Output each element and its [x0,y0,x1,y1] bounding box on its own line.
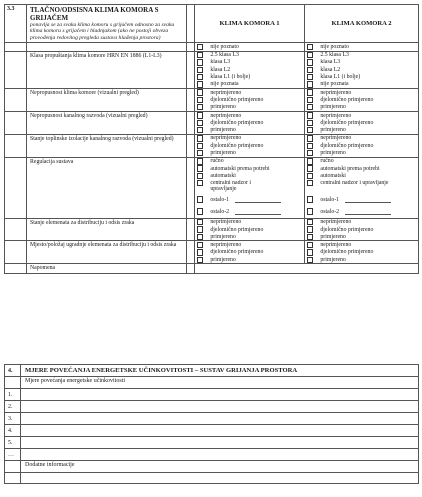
option[interactable]: neprimjereno [307,112,416,119]
checkbox[interactable] [197,158,203,164]
checkbox[interactable] [197,81,203,87]
checkbox[interactable] [307,234,313,240]
checkbox[interactable] [307,173,313,179]
checkbox[interactable] [197,104,203,110]
checkbox[interactable] [307,74,313,80]
section-description: ponavlja se za svaku klima komoru s grijačem odnosno za svaku klima komoru s grijačem i hladnjakom (ako ne postoji obveza provođenja redovitog pregleda sustava hlađenja prostora) [30,22,175,41]
option[interactable]: klasa L3 [197,59,302,66]
option[interactable]: djelomično primjereno [307,249,416,256]
option[interactable]: primjereno [197,149,302,156]
checkbox[interactable] [307,112,313,118]
checkbox[interactable] [307,208,313,214]
column-header-klima-komora-2: KLIMA KOMORA 2 [305,5,419,43]
checkbox[interactable] [197,143,203,149]
checkbox[interactable] [307,249,313,255]
list-item: 4. [5,425,419,437]
checkbox[interactable] [307,143,313,149]
options-cell-2 [305,157,419,218]
checkbox[interactable] [307,127,313,133]
checkbox[interactable] [307,165,313,171]
checkbox[interactable] [197,135,203,141]
checkbox[interactable] [307,180,313,186]
checkbox[interactable] [197,180,203,186]
option[interactable]: nije poznata [197,81,302,88]
option[interactable]: primjereno [307,233,416,240]
list-item: … [5,449,419,461]
option[interactable]: neprimjereno [197,89,302,96]
row-label: Regulacija sustava [27,157,187,218]
option[interactable]: djelomično primjereno [307,119,416,126]
section-title-cell [27,5,187,43]
section-title: TLAČNO/ODSISNA KLIMA KOMORA S GRIJAČEM [30,6,159,22]
option[interactable]: ručno [307,158,416,165]
option[interactable]: ostalo-1 [197,194,302,206]
checkbox[interactable] [307,97,313,103]
dodatne-informacije-label: Dodatne informacije [21,461,419,473]
checkbox[interactable] [307,120,313,126]
list-item: 3. [5,413,419,425]
table-row [5,241,419,264]
checkbox[interactable] [197,127,203,133]
option[interactable]: djelomično primjereno [307,226,416,233]
fill-in-line[interactable] [235,197,281,203]
checkbox[interactable] [197,44,203,50]
checkbox[interactable] [307,219,313,225]
checkbox[interactable] [307,226,313,232]
option[interactable]: nije poznata [307,81,416,88]
checkbox[interactable] [197,219,203,225]
option[interactable]: centralni nadzor i upravljanje [197,180,302,194]
options-cell-1 [195,157,305,218]
option[interactable]: neprimjereno [197,219,302,226]
option[interactable]: ostalo-2 [197,206,302,218]
option[interactable]: djelomično primjereno [197,142,302,149]
checkbox[interactable] [307,257,313,263]
napomena-field[interactable] [195,264,419,274]
option[interactable]: ostalo-2 [307,206,416,218]
option[interactable]: primjereno [197,104,302,111]
checkbox[interactable] [197,242,203,248]
list-item: 2. [5,401,419,413]
checkbox[interactable] [197,208,203,214]
option[interactable]: automatski [197,172,302,179]
checkbox[interactable] [307,196,313,202]
options-cell-1 [195,43,305,51]
option[interactable]: centralni nadzor i upravljanje [307,180,416,194]
option[interactable]: neprimjereno [307,89,416,96]
checkbox[interactable] [307,52,313,58]
option[interactable]: automatski prema potrebi [307,165,416,172]
checkbox[interactable] [197,97,203,103]
table-row [5,111,419,134]
mjere-subheader: Mjere povećanja energetske učinkovitosti [21,377,419,389]
checkbox[interactable] [197,52,203,58]
options-cell-2 [305,218,419,241]
section4-number: 4. [5,365,21,377]
table-row [5,218,419,241]
options-cell-2 [305,89,419,112]
option[interactable]: djelomično primjereno [197,249,302,256]
column-header-klima-komora-1: KLIMA KOMORA 1 [195,5,305,43]
options-cell-1 [195,134,305,157]
checkbox[interactable] [197,120,203,126]
row-label [27,43,187,51]
list-item: 1. [5,389,419,401]
klima-komora-table [4,4,419,274]
options-cell-2 [305,43,419,51]
row-label: Stanje toplinske izolacije kanalnog razvoda (vizualni pregled) [27,134,187,157]
checkbox[interactable] [307,158,313,164]
option[interactable]: neprimjereno [197,112,302,119]
options-cell-1 [195,89,305,112]
option[interactable]: primjereno [197,126,302,133]
section-header-row [5,5,419,43]
option[interactable]: djelomično primjereno [197,119,302,126]
option[interactable]: primjereno [307,126,416,133]
options-cell-1 [195,111,305,134]
option[interactable]: klasa L1 (i bolje) [307,73,416,80]
table-row [5,134,419,157]
option[interactable]: ručno [197,158,302,165]
options-cell-2 [305,111,419,134]
checkbox[interactable] [197,196,203,202]
option[interactable]: primjereno [307,256,416,263]
option[interactable]: klasa L3 [307,59,416,66]
option[interactable]: klasa L2 [307,66,416,73]
checkbox[interactable] [197,67,203,73]
options-cell-2 [305,241,419,264]
row-label: Nepropusnost klima komore (vizualni pregled) [27,89,187,112]
section4-title: MJERE POVEĆANJA ENERGETSKE UČINKOVITOSTI – SUSTAV GRIJANJA PROSTORA [21,365,419,377]
checkbox[interactable] [307,59,313,65]
option[interactable]: klasa L1 (i bolje) [197,73,302,80]
fill-in-line[interactable] [345,197,391,203]
options-cell-2 [305,134,419,157]
checkbox[interactable] [197,59,203,65]
option[interactable]: djelomično primjereno [197,226,302,233]
mjere-table [4,364,419,484]
checkbox[interactable] [197,257,203,263]
checkbox[interactable] [307,81,313,87]
section4-header-row [5,365,419,377]
measure-field[interactable] [21,449,419,461]
section-number: 3.3 [5,5,27,43]
row-label: Mjesto/položaj ugradnje elemenata za distribuciju i odsis zraka [27,241,187,264]
napomena-label: Napomena [27,264,187,274]
option[interactable]: djelomično primjereno [197,96,302,103]
checkbox[interactable] [197,173,203,179]
option[interactable]: primjereno [307,104,416,111]
checkbox[interactable] [307,89,313,95]
checkbox[interactable] [197,165,203,171]
option[interactable]: djelomično primjereno [307,142,416,149]
option[interactable]: 2.5 klasa L3 [197,52,302,59]
option[interactable]: automatski prema potrebi [197,165,302,172]
checkbox[interactable] [197,150,203,156]
checkbox[interactable] [307,44,313,50]
fill-in-line[interactable] [345,209,391,215]
checkbox[interactable] [197,249,203,255]
measure-field[interactable] [21,413,419,425]
table-row [5,89,419,112]
options-cell-1 [195,51,305,88]
row-label: Klasa propuštanja klima komore HRN EN 1886 (L1-L3) [27,51,187,88]
checkbox[interactable] [197,234,203,240]
checkbox[interactable] [307,150,313,156]
options-cell-2 [305,51,419,88]
option[interactable]: djelomično primjereno [307,96,416,103]
measure-field[interactable] [21,389,419,401]
option[interactable]: nije poznato [197,43,302,50]
checkbox[interactable] [307,104,313,110]
option[interactable]: klasa L2 [197,66,302,73]
measure-field[interactable] [21,437,419,449]
options-cell-1 [195,241,305,264]
fill-in-line[interactable] [235,209,281,215]
checkbox[interactable] [307,67,313,73]
dodatne-informacije-field[interactable] [21,473,419,484]
option[interactable]: neprimjereno [307,241,416,248]
option[interactable]: automatski [307,172,416,179]
option[interactable]: primjereno [197,233,302,240]
option[interactable]: neprimjereno [307,135,416,142]
option[interactable]: neprimjereno [197,241,302,248]
table-row [5,43,419,51]
checkbox[interactable] [307,242,313,248]
table-row [5,157,419,218]
checkbox[interactable] [197,226,203,232]
option[interactable]: primjereno [197,256,302,263]
list-item: 5. [5,437,419,449]
checkbox[interactable] [197,74,203,80]
measure-field[interactable] [21,425,419,437]
checkbox[interactable] [197,89,203,95]
table-row [5,51,419,88]
option[interactable]: neprimjereno [197,135,302,142]
measure-field[interactable] [21,401,419,413]
option[interactable]: ostalo-1 [307,194,416,206]
option[interactable]: primjereno [307,149,416,156]
options-cell-1 [195,218,305,241]
option[interactable]: 2.5 klasa L3 [307,52,416,59]
checkbox[interactable] [197,112,203,118]
row-label: Stanje elemenata za distribuciju i odsis zraka [27,218,187,241]
napomena-row [5,264,419,274]
checkbox[interactable] [307,135,313,141]
option[interactable]: neprimjereno [307,219,416,226]
row-label: Nepropusnost kanalnog razvoda (vizualni pregled) [27,111,187,134]
option[interactable]: nije poznato [307,43,416,50]
